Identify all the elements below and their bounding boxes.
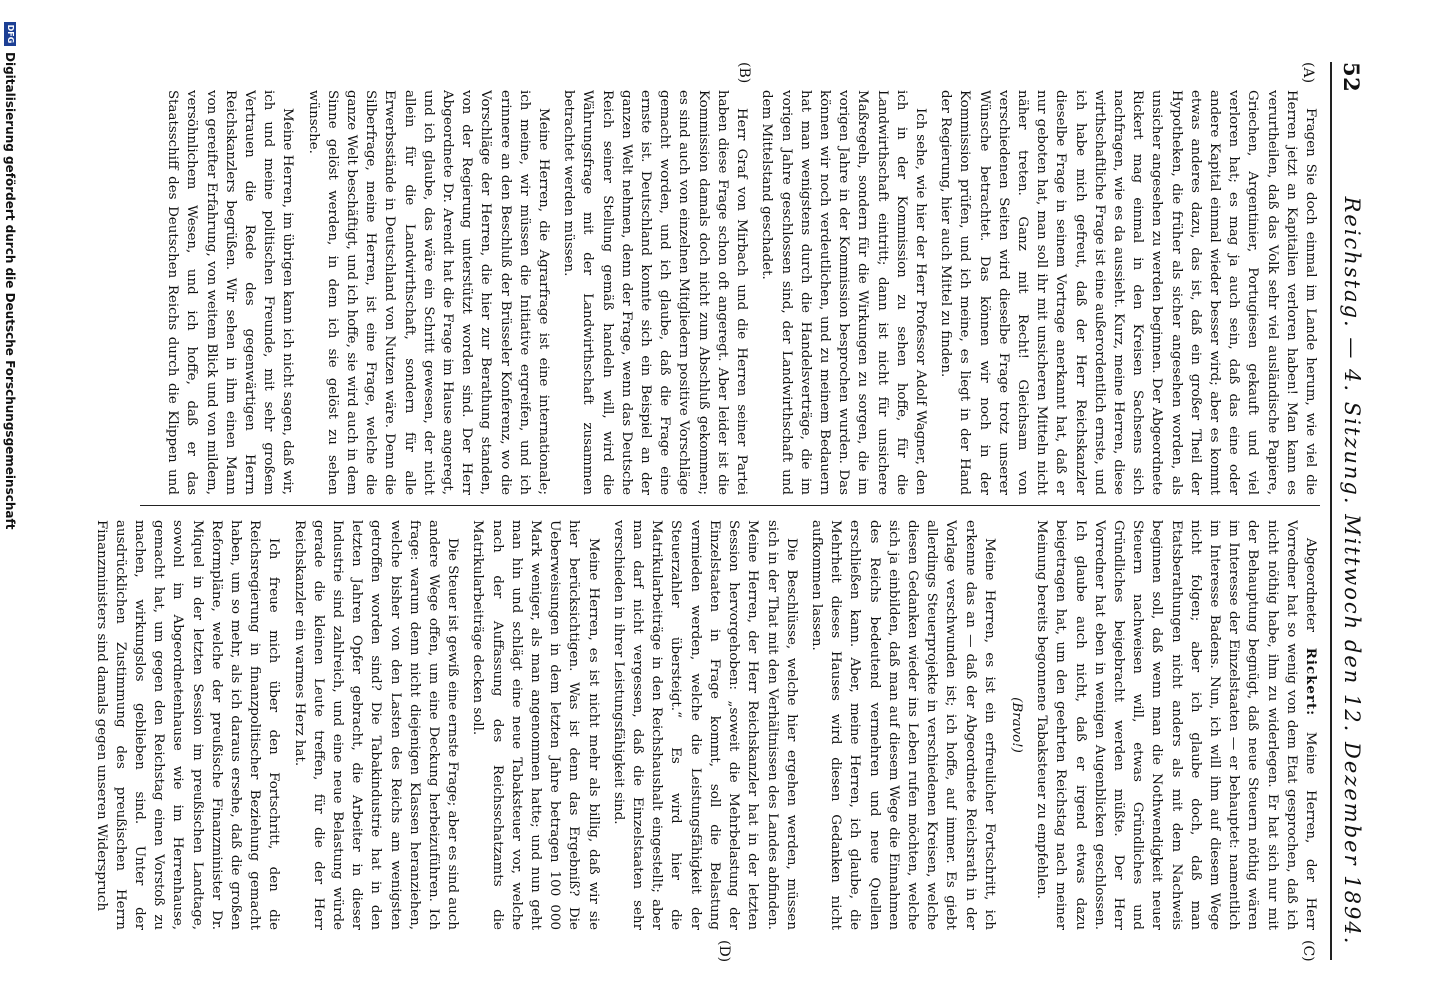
dfg-logo-icon: DFG [4, 22, 16, 46]
margin-marker-a: (A) [1300, 62, 1316, 84]
speaker-name: Rickert: [1303, 647, 1319, 717]
right-paragraph: Meine Herren, der Herr Vorredner hat so wenig von dem Etat gesprochen, daß ich nicht nöthig habe, ihm zu widerlegen. Er hat sich nur mit der Behauptung begnügt, daß neue Steuern nöthig wären im Interesse der Einzelstaaten — er behauptet: namentlich im Interesse Badens. Nun, ich will ihm auf diesem Wege nicht folgen; aber ich glaube doch, daß man Etatsberathungen nicht anders als mit dem Nachweis beginnen soll, daß wenn man die Nothwendigkeit neuer Steuern nachweisen will, etwas Gründliches und Gründliches beigebracht werden müßte. Der Herr Vorredner hat eben in wenigen Augenblicken geschlossen. Ich glaube auch nicht, daß er irgend etwas dazu beigetragen hat, um den geehrten Reichstag nach meiner Meinung bereits begonnene Tabaksteuer zu empfehlen. [1034, 520, 1318, 930]
column-divider [140, 505, 1320, 506]
margin-marker-c: (C) [1300, 940, 1316, 962]
right-paragraph: Die Beschlüsse, welche hier ergehen werden, müssen sich in der That mit den Verhältnissen des Landes abfinden. Meine Herren, der Herr Reichskanzler hat in der letzten Session hervorgehoben: „soweit die Mehrbelastung der Einzelstaaten in Frage kommt, soll die Belastung vermieden werden, welche die Leistungsfähigkeit der Steuerzahler übersteigt.“ Es wird hier die Matrikularbeiträge in den Reichshaushalt eingestellt; aber man darf nicht vergessen, daß die Einzelstaaten sehr verschieden in ihrer Leistungsfähigkeit sind. [610, 520, 799, 930]
left-paragraph: Ich sehe, wie hier der Herr Professor Adolf Wagner, den ich in der Kommission zu sehen hoffe, für die Landwirthschaft eintritt; dann ist nicht für unsichere Maßregeln, sondern für die Wirkungen zu sorgen, die im vorigen Jahre in der Kommission besprochen wurden. Das können wir noch verdeutlichen, und zu meinem Bedauern hat man wenigstens durch die Handelsverträge, die im vorigen Jahre geschlossen sind, der Landwirthschaft und dem Mittelstand geschadet. [759, 90, 928, 495]
page-header [1330, 62, 1366, 960]
right-paragraph: Die Steuer ist gewiß eine ernste Frage; aber es sind auch andere Wege offen, um eine Deckung herbeizuführen. Ich frage: warum denn nicht diejenigen Klassen heranziehen, welche bisher von den Lasten des Reichs am wenigsten getroffen worden sind? Die Tabakindustrie hat in den letzten Jahren Opfer gebracht, die Arbeiter in dieser Industrie sind zahlreich, und eine neue Belastung würde gerade die kleinen Leute treffen, für die der Herr Reichskanzler ein warmes Herz hat. [291, 520, 461, 930]
left-paragraph: Meine Herren, im übrigen kann ich nicht sagen, daß wir, ich und meine politischen Freunde, mit sehr großem Vertrauen die Rede des gegenwärtigen Herrn Reichskanzlers begrüßen. Wir sehen in ihm einen Mann von gereifter Erfahrung, von weitem Blick und von mildem, versöhnlichem Wesen, und ich hoffe, daß er das Staatsschiff des Deutschen Reichs durch die Klippen und [165, 90, 296, 495]
left-paragraph: Herr Graf von Mirbach und die Herren seiner Partei haben diese Frage schon oft angeregt. Aber leider ist die Kommission damals doch nicht zum Abschluß gekommen; es sind auch von einzelnen Mitgliedern positive Vorschläge gemacht worden, und ich glaube, daß die Frage eine ernste ist. Deutschland konnte sich ein Beispiel an der ganzen Welt nehmen, denn der Frage, wenn das Deutsche Reich seiner Stellung gemäß handeln will, wird die Währungsfrage mit der Landwirthschaft zusammen betrachtet werden müssen. [561, 90, 750, 495]
stage-direction: (Bravo!) [1008, 697, 1024, 753]
digitization-footer [0, 0, 20, 1000]
speaker-prefix: Abgeordneter [1303, 538, 1318, 633]
page-number: 52 [1339, 62, 1364, 93]
right-column [0, 520, 1320, 930]
right-paragraph: Meine Herren, es ist ein erfreulicher Fortschritt, ich erkenne das an — daß der Abgeordnete Reichsrath in der Vorlage verschwunden ist; ich hoffe, auf immer. Es giebt allerdings Steuerprojekte in verschiedenen Kreisen, welche diesen Gedanken wieder ins Leben rufen möchten, welche sich ja einbilden, daß man auf diesem Wege die Einnahmen des Reichs bedeutend vermehren und neue Quellen erschließen kann. Aber, meine Herren, ich glaube, die Mehrheit dieses Hauses wird diesen Gedanken nicht aufkommen lassen. [808, 520, 997, 930]
left-column [160, 90, 1320, 495]
digitization-notice: Digitalisierung gefördert durch die Deutsche Forschungsgemeinschaft [3, 52, 17, 530]
speaker-intro [1032, 520, 1320, 930]
right-paragraph: Ich freue mich über den Fortschritt, den die Reichsregierung in finanzpolitischer Beziehung gemacht haben, um so mehr, als ich daraus ersehe, daß die großen Reformpläne, welche der preußische Finanzminister Dr. Miquel in der letzten Session im preußischen Landtage, sowohl im Abgeordnetenhause wie im Herrenhause, gemacht hat, um gegen den Reichstag einen Vorstoß zu machen, wirkungslos geblieben sind. Unter der ausdrücklichen Zustimmung des preußischen Herrn Finanzministers sind damals gegen unseren Widerspruch [93, 520, 282, 930]
running-head: Reichstag. — 4. Sitzung. Mittwoch den 12. Dezember 1894. [1340, 196, 1364, 946]
margin-marker-b: (B) [736, 62, 752, 84]
left-paragraph: Meine Herren, die Agrarfrage ist eine internationale; ich meine, wir müssen die Initiative ergreifen, und ich erinnere an den Beschluß der Brüsseler Konferenz, wo die Vorschläge der Herren, die hier zur Berathung standen, von der Regierung unterstützt worden sind. Der Herr Abgeordnete Dr. Arendt hat die Frage im Hause angeregt, und ich glaube, das wäre ein Schritt gewesen, der nicht allein für die Landwirthschaft, sondern für alle Erwerbsstände in Deutschland von Nutzen wäre. Denn die Silberfrage, meine Herren, ist eine Frage, welche die ganze Welt beschäftigt, und ich hoffe, sie wird auch in dem Sinne gelöst werden, in dem ich sie gelöst zu sehen wünsche. [305, 90, 552, 495]
left-paragraph: Fragen Sie doch einmal im Lande herum, wie viel die Herren jetzt an Kapitalien verloren haben! Man kann es verurtheilen, daß das Volk sehr viel ausländische Papiere, Griechen, Argentinier, Portugiesen gekauft und viel verloren hat; es mag ja auch sein, daß das eine oder andere Kapital einmal wieder besser wird; aber es kommt etwas anderes dazu, das ist, daß ein großer Theil der Hypotheken, die früher als sicher angesehen worden, als unsicher angesehen zu werden beginnen. Der Abgeordnete Rickert mag einmal in den Kreisen Sachsens sich nachfragen, wie es da aussieht. Kurz, meine Herren, diese wirthschaftliche Frage ist eine außerordentlich ernste, und ich habe mich gefreut, daß der Herr Reichskanzler dieselbe Frage in seinem Vortrage anerkannt hat, daß er nur geboten hat, man soll ihr mit unsicheren Mitteln nicht näher treten. Ganz mit Recht! Gleichsam von verschiedenen Seiten wird dieselbe Frage trotz unserer Wünsche betrachtet. Das können wir noch in der Kommission prüfen, und ich meine, es liegt in der Hand der Regierung, hier auch Mittel zu finden. [938, 90, 1318, 495]
right-paragraph: Meine Herren, es ist nicht mehr als billig, daß wir sie hier berücksichtigen. Was ist denn das Ergebniß? Die Ueberweisungen in dem letzten Jahre betragen 100 000 Mark weniger, als man angenommen hatte; und nun geht man hin und schlägt eine neue Tabaksteuer vor, welche nach der Auffassung des Reichsschatzamts die Matrikularbeiträge decken soll. [470, 520, 601, 930]
margin-marker-d: (D) [716, 940, 732, 963]
